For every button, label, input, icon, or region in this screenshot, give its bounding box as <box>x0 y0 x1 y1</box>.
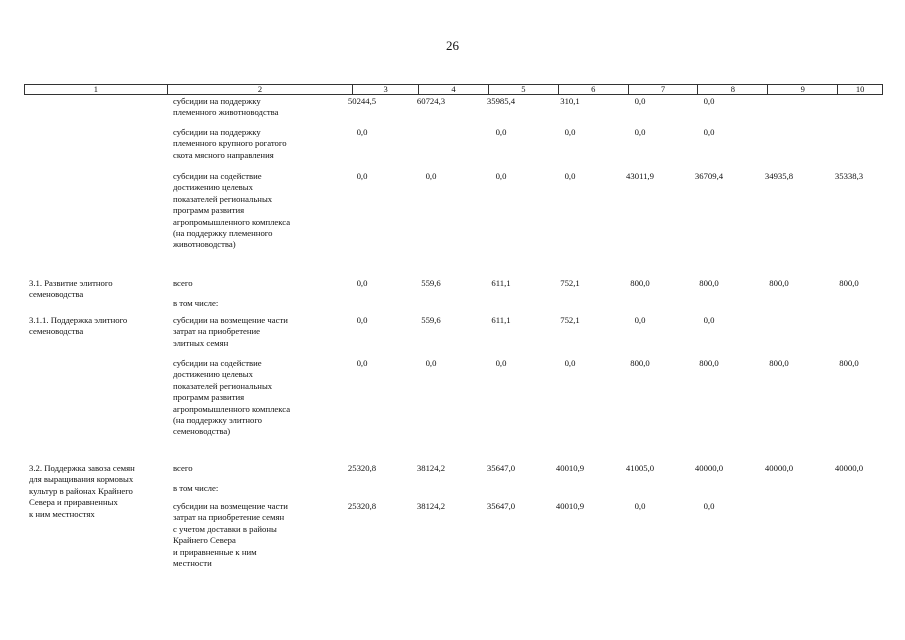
header-cell: 3 <box>353 85 419 94</box>
row-section-label: 3.1. Развитие элитного семеноводства <box>29 278 113 300</box>
table-cell-value: 40000,0 <box>764 463 794 473</box>
table-cell-value: 0,0 <box>356 358 368 368</box>
table-cell-value: 0,0 <box>634 96 646 106</box>
table-cell-value: 25320,8 <box>347 463 377 473</box>
table-cell-value: 0,0 <box>703 96 715 106</box>
table-cell-value: 40010,9 <box>555 463 585 473</box>
row-subnote: в том числе: <box>173 298 219 308</box>
table-cell-value: 0,0 <box>356 315 368 325</box>
table-cell-value: 0,0 <box>356 171 368 181</box>
header-cell: 7 <box>629 85 699 94</box>
table-cell-value: 0,0 <box>495 127 507 137</box>
row-description: субсидии на поддержку племенного животноводства <box>173 96 279 118</box>
table-cell-value: 0,0 <box>495 358 507 368</box>
table-cell-value: 0,0 <box>703 315 715 325</box>
table-cell-value: 0,0 <box>425 171 437 181</box>
header-cell: 4 <box>419 85 489 94</box>
table-cell-value: 800,0 <box>630 358 650 368</box>
row-subnote: в том числе: <box>173 483 219 493</box>
row-description: субсидии на поддержку племенного крупного рогатого скота мясного направления <box>173 127 287 160</box>
table-cell-value: 800,0 <box>769 358 789 368</box>
table-cell-value: 35647,0 <box>486 501 516 511</box>
table-cell-value: 0,0 <box>634 127 646 137</box>
table-cell-value: 0,0 <box>356 127 368 137</box>
table-cell-value: 611,1 <box>491 278 511 288</box>
table-cell-value: 559,6 <box>421 315 441 325</box>
table-cell-value: 50244,5 <box>347 96 377 106</box>
row-description: всего <box>173 278 193 288</box>
header-cell: 2 <box>168 85 354 94</box>
table-cell-value: 559,6 <box>421 278 441 288</box>
table-cell-value: 40010,9 <box>555 501 585 511</box>
header-cell: 10 <box>855 84 865 94</box>
row-section-label: 3.1.1. Поддержка элитного семеноводства <box>29 315 128 337</box>
table-header <box>24 84 883 95</box>
row-description: субсидии на содействие достижению целевых показателей региональных программ развития агропромышленного комплекса (на поддержку племенного животноводства) <box>173 171 291 250</box>
row-section-label: 3.2. Поддержка завоза семян для выращивания кормовых культур в районах Крайнего Севера и приравненных к ним местностях <box>29 463 135 519</box>
table-cell-value: 40000,0 <box>694 463 724 473</box>
table-cell-value: 60724,3 <box>416 96 446 106</box>
header-cell: 8 <box>698 85 768 94</box>
header-cell: 5 <box>489 85 559 94</box>
table-cell-value: 800,0 <box>839 278 859 288</box>
row-description: субсидии на содействие достижению целевых показателей региональных программ развития агропромышленного комплекса (на поддержку элитного семеноводства) <box>173 358 291 437</box>
table-cell-value: 752,1 <box>560 315 580 325</box>
table-cell-value: 41005,0 <box>625 463 655 473</box>
table-cell-value: 0,0 <box>634 315 646 325</box>
table-cell-value: 0,0 <box>356 278 368 288</box>
table-cell-value: 800,0 <box>699 358 719 368</box>
table-cell-value: 38124,2 <box>416 501 446 511</box>
table-cell-value: 25320,8 <box>347 501 377 511</box>
table-cell-value: 0,0 <box>564 171 576 181</box>
table-cell-value: 40000,0 <box>834 463 864 473</box>
table-cell-value: 0,0 <box>564 127 576 137</box>
row-description: субсидии на возмещение части затрат на приобретение элитных семян <box>173 315 288 348</box>
header-cell: 1 <box>25 85 168 94</box>
table-cell-value: 752,1 <box>560 278 580 288</box>
page-number: 26 <box>446 38 459 53</box>
table-cell-value: 611,1 <box>491 315 511 325</box>
table-cell-value: 43011,9 <box>626 171 654 181</box>
table-cell-value: 0,0 <box>703 501 715 511</box>
table-cell-value: 35647,0 <box>486 463 516 473</box>
table-cell-value: 0,0 <box>495 171 507 181</box>
table-cell-value: 0,0 <box>425 358 437 368</box>
row-description: всего <box>173 463 193 473</box>
table-cell-value: 0,0 <box>564 358 576 368</box>
table-cell-value: 800,0 <box>630 278 650 288</box>
table-cell-value: 34935,8 <box>764 171 794 181</box>
table-cell-value: 800,0 <box>699 278 719 288</box>
table-cell-value: 36709,4 <box>694 171 724 181</box>
row-description: субсидии на возмещение части затрат на приобретение семян с учетом доставки в районы Крайнего Севера и приравненные к ним местности <box>173 501 288 569</box>
table-cell-value: 35985,4 <box>486 96 516 106</box>
table-cell-value: 35338,3 <box>834 171 864 181</box>
table-cell-value: 800,0 <box>839 358 859 368</box>
table-cell-value: 0,0 <box>634 501 646 511</box>
header-cell: 9 <box>768 85 838 94</box>
table-cell-value: 310,1 <box>560 96 580 106</box>
table-cell-value: 800,0 <box>769 278 789 288</box>
table-cell-value: 0,0 <box>703 127 715 137</box>
table-cell-value: 38124,2 <box>416 463 446 473</box>
header-cell: 6 <box>559 85 629 94</box>
